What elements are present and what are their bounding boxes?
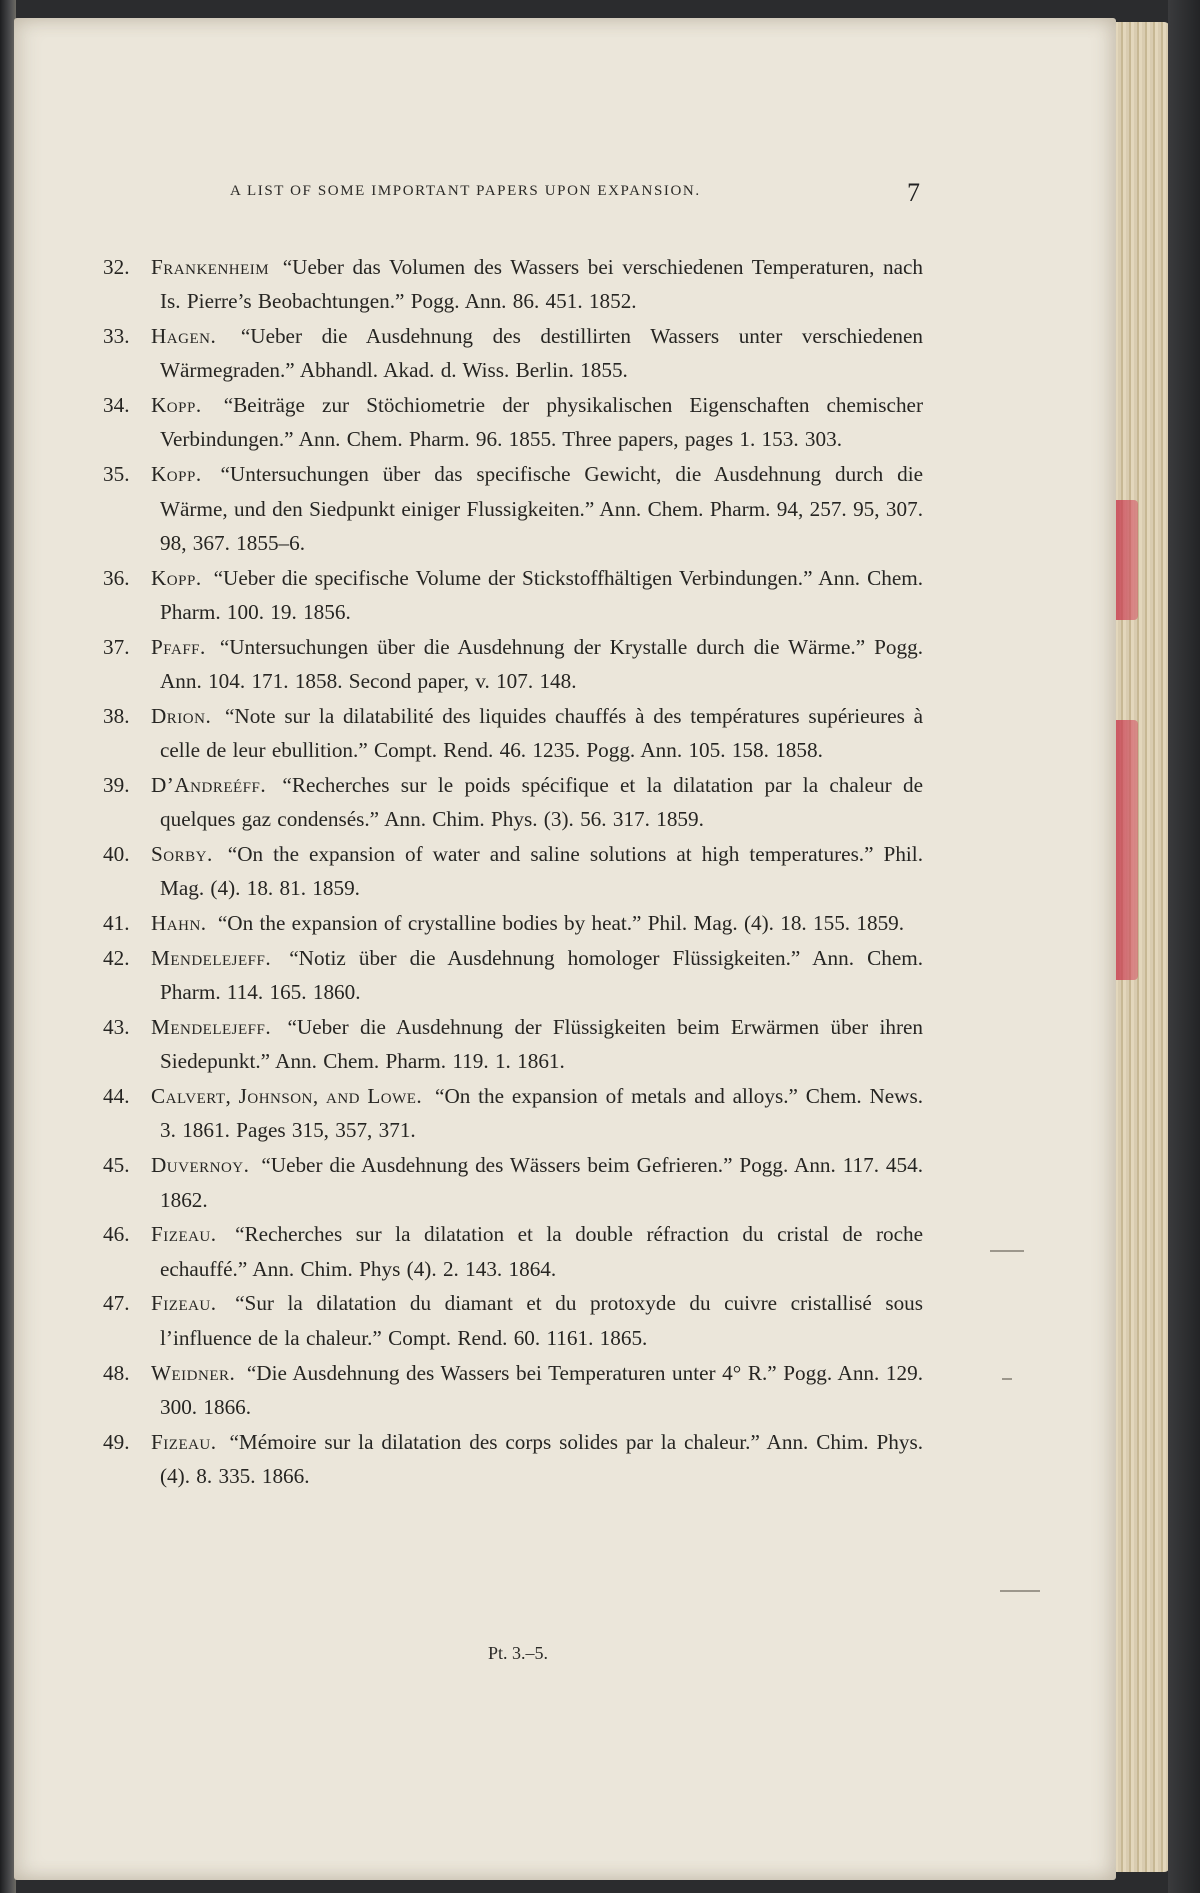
entry-text: “Ueber die Ausdehnung des Wässers beim Gefrieren.” Pogg. Ann. 117. 454. 1862. xyxy=(160,1153,924,1212)
entry-number: 47. xyxy=(103,1291,130,1316)
entry-number: 33. xyxy=(103,324,130,349)
margin-mark xyxy=(1000,1590,1040,1592)
entry-author: Drion. xyxy=(151,703,212,728)
entry-text: “Ueber die Ausdehnung des destillirten Wassers unter verschiedenen Wärmegraden.” Abhandl. Akad. d. Wiss. Berlin. 1855. xyxy=(160,324,924,383)
reference-entry xyxy=(103,941,923,1010)
entry-author: Mendelejeff. xyxy=(151,1015,272,1040)
reference-entry xyxy=(103,1010,923,1079)
entry-number: 45. xyxy=(103,1153,130,1178)
entry-number: 39. xyxy=(103,772,130,797)
entry-text: “Untersuchungen über das specifische Gewicht, die Ausdehnung durch die Wärme, und den Siedpunkt einiger Flussigkeiten.” Ann. Chem. Pharm. 94, 257. 95, 307. 98, 367. 1855–6. xyxy=(160,462,924,555)
entry-author: Weidner. xyxy=(151,1360,236,1385)
entry-author: Fizeau. xyxy=(151,1291,217,1316)
entry-number: 44. xyxy=(103,1084,130,1109)
entry-author: Fizeau. xyxy=(151,1222,217,1247)
entry-author: Sorby. xyxy=(151,842,213,867)
entry-author: Hahn. xyxy=(151,911,207,936)
entry-text: “Ueber das Volumen des Wassers bei verschiedenen Temperaturen, nach Is. Pierre’s Beobachtungen.” Pogg. Ann. 86. 451. 1852. xyxy=(160,255,924,314)
entry-number: 40. xyxy=(103,842,130,867)
reference-entry xyxy=(103,630,923,699)
entry-text: “Sur la dilatation du diamant et du protoxyde du cuivre cristallisé sous l’influence de la chaleur.” Compt. Rend. 60. 1161. 1865. xyxy=(160,1291,924,1350)
reference-entry xyxy=(103,768,923,837)
entry-text: “On the expansion of water and saline solutions at high temperatures.” Phil. Mag. (4). 18. 81. 1859. xyxy=(160,842,923,901)
entry-text: “Beiträge zur Stöchiometrie der physikalischen Eigenschaften chemischer Verbindungen.” Ann. Chem. Pharm. 96. 1855. Three papers, pages 1. 153. 303. xyxy=(160,393,923,452)
entry-number: 43. xyxy=(103,1015,130,1040)
running-head xyxy=(230,178,920,207)
entry-number: 49. xyxy=(103,1429,130,1454)
entry-author: Kopp. xyxy=(151,393,202,418)
reference-entry xyxy=(103,561,923,630)
entry-author: D’Andreéff. xyxy=(151,772,267,797)
reference-entry xyxy=(103,1079,923,1148)
entry-text: “On the expansion of metals and alloys.” Chem. News. 3. 1861. Pages 315, 357, 371. xyxy=(160,1084,924,1143)
entry-text: “Mémoire sur la dilatation des corps solides par la chaleur.” Ann. Chim. Phys. (4). 8. 335. 1866. xyxy=(160,1429,923,1488)
entry-text: “Notiz über die Ausdehnung homologer Flüssigkeiten.” Ann. Chem. Pharm. 114. 165. 1860. xyxy=(160,945,924,1005)
entry-number: 37. xyxy=(103,634,130,659)
margin-mark xyxy=(990,1250,1024,1252)
reference-entry xyxy=(103,837,923,906)
entry-number: 34. xyxy=(103,393,130,418)
entry-number: 32. xyxy=(103,255,130,279)
entry-number: 46. xyxy=(103,1222,130,1247)
entry-author: Kopp. xyxy=(151,462,202,487)
reference-list xyxy=(103,250,923,1493)
entry-number: 38. xyxy=(103,703,130,728)
reference-entry xyxy=(103,1286,923,1355)
reference-entry xyxy=(103,319,923,388)
reference-entry xyxy=(103,906,923,940)
entry-number: 36. xyxy=(103,565,130,590)
book-cover-right xyxy=(1168,0,1200,1893)
entry-author: Frankenheim xyxy=(151,255,270,279)
entry-number: 42. xyxy=(103,945,130,970)
entry-number: 41. xyxy=(103,911,130,936)
entry-text: “Untersuchungen über die Ausdehnung der Krystalle durch die Wärme.” Pogg. Ann. 104. 171. 1858. Second paper, v. 107. 148. xyxy=(160,634,924,694)
entry-text: “Ueber die specifische Volume der Stickstoffhältigen Verbindungen.” Ann. Chem. Pharm. 100. 19. 1856. xyxy=(160,565,924,624)
reference-entry xyxy=(103,250,923,319)
entry-text: “Ueber die Ausdehnung der Flüssigkeiten beim Erwärmen über ihren Siedepunkt.” Ann. Chem. Pharm. 119. 1. 1861. xyxy=(160,1015,924,1074)
entry-text: “On the expansion of crystalline bodies by heat.” Phil. Mag. (4). 18. 155. 1859. xyxy=(217,911,905,936)
running-title: A LIST OF SOME IMPORTANT PAPERS UPON EXPANSION. xyxy=(230,183,701,199)
entry-author: Hagen. xyxy=(151,324,217,349)
entry-number: 35. xyxy=(103,462,130,487)
reference-entry xyxy=(103,699,923,768)
entry-author: Pfaff. xyxy=(151,634,206,659)
signature-mark: Pt. 3.–5. xyxy=(488,1643,549,1663)
reference-entry xyxy=(103,457,923,560)
entry-text: “Die Ausdehnung des Wassers bei Temperaturen unter 4° R.” Pogg. Ann. 129. 300. 1866. xyxy=(160,1360,923,1419)
entry-author: Fizeau. xyxy=(151,1429,217,1454)
page-number: 7 xyxy=(907,178,920,207)
entry-text: “Note sur la dilatabilité des liquides chauffés à des températures supérieures à celle de leur ebullition.” Compt. Rend. 46. 1235. Pogg. Ann. 105. 158. 1858. xyxy=(160,703,923,763)
reference-entry xyxy=(103,1217,923,1286)
entry-author: Kopp. xyxy=(151,565,202,590)
entry-number: 48. xyxy=(103,1360,130,1385)
entry-author: Mendelejeff. xyxy=(151,945,272,970)
entry-author: Duvernoy. xyxy=(151,1153,250,1178)
reference-entry xyxy=(103,1356,923,1425)
reference-entry xyxy=(103,388,923,457)
margin-mark xyxy=(1002,1378,1012,1380)
entry-author: Calvert, Johnson, and Lowe. xyxy=(151,1084,423,1109)
entry-text: “Recherches sur le poids spécifique et la dilatation par la chaleur de quelques gaz condensés.” Ann. Chim. Phys. (3). 56. 317. 1859. xyxy=(160,772,923,832)
reference-entry xyxy=(103,1425,923,1494)
entry-text: “Recherches sur la dilatation et la double réfraction du cristal de roche echauffé.” Ann. Chim. Phys (4). 2. 143. 1864. xyxy=(160,1222,924,1281)
reference-entry xyxy=(103,1148,923,1217)
